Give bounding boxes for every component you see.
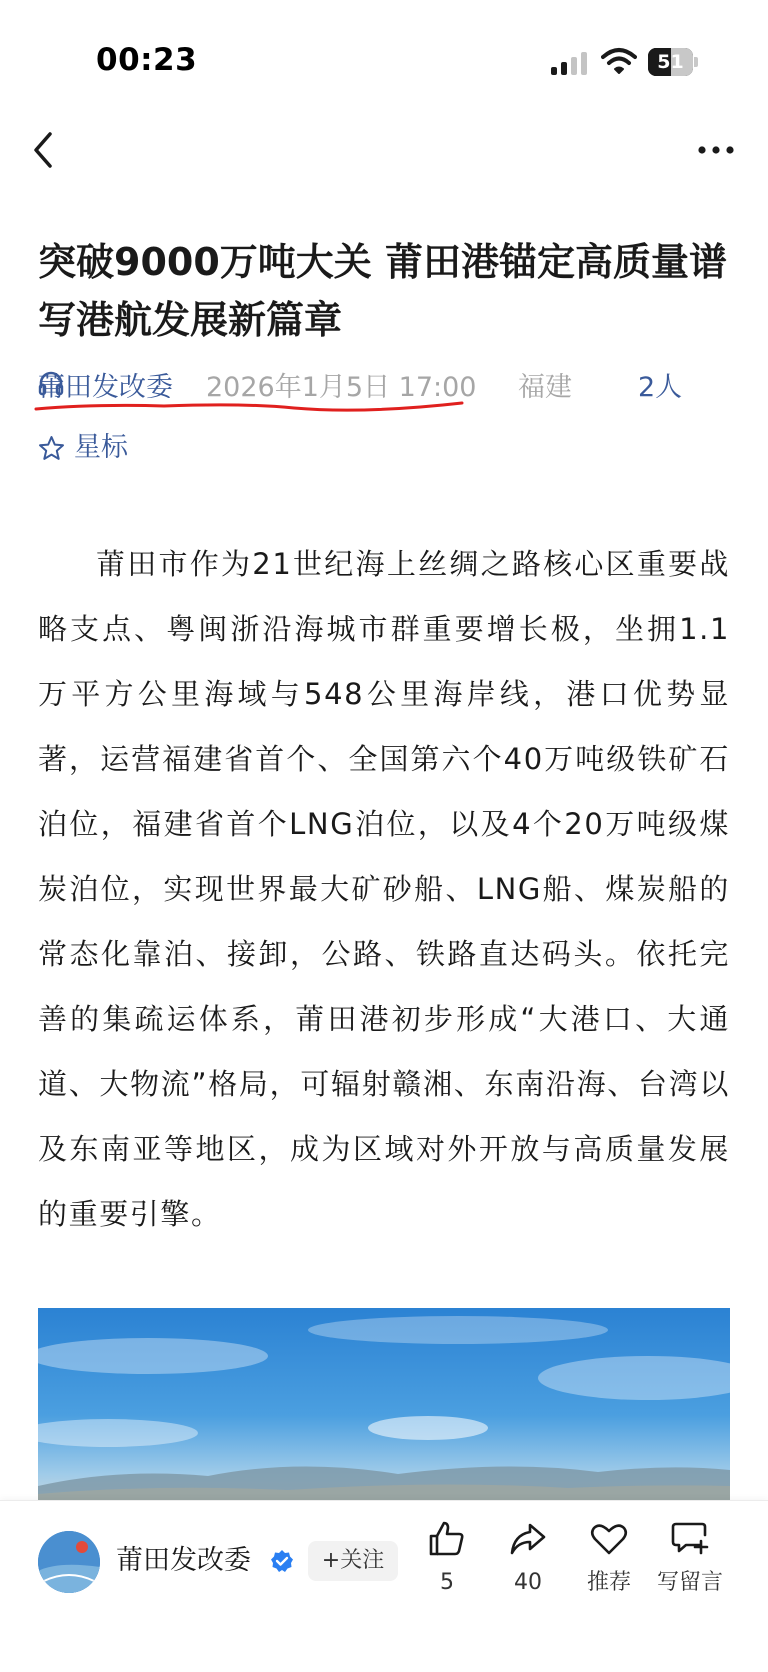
comment-button[interactable]	[650, 1519, 730, 1629]
like-count: 5	[440, 1570, 454, 1595]
bottom-action-bar	[0, 1500, 768, 1672]
like-button[interactable]	[407, 1519, 487, 1629]
source-link[interactable]: 莆田发改委	[38, 372, 173, 403]
verified-badge-icon	[270, 1549, 294, 1573]
article-title: 突破9000万吨大关 莆田港锚定高质量谱写港航发展新篇章	[38, 240, 727, 342]
red-underline-annotation	[34, 395, 464, 419]
recommend-button[interactable]	[569, 1519, 649, 1629]
share-icon	[508, 1519, 548, 1559]
status-bar	[0, 0, 768, 125]
listener-count[interactable]: 2人	[638, 372, 683, 403]
chevron-left-icon[interactable]	[28, 128, 58, 172]
share-count: 40	[514, 1570, 542, 1595]
article-body: 莆田市作为21世纪海上丝绸之路核心区重要战略支点、粤闽浙沿海城市群重要增长极，坐拥1.1万平方公里海域与548公里海岸线，港口优势显著，运营福建省首个、全国第六个40万吨级铁矿石泊位，福建省首个LNG泊位，以及4个20万吨级煤炭泊位，实现世界最大矿砂船、LNG船、煤炭船的常态化靠泊、接卸，公路、铁路直达码头。依托完善的集疏运体系，莆田港初步形成“大港口、大通道、大物流”格局，可辐射赣湘、东南沿海、台湾以及东南亚等地区，成为区域对外开放与高质量发展的重要引擎。	[38, 547, 730, 1231]
publish-location: 福建	[518, 372, 572, 403]
status-time: 00:23	[96, 42, 198, 78]
article-image[interactable]	[38, 1308, 730, 1503]
signal-icon	[550, 51, 590, 77]
heart-icon	[589, 1519, 629, 1559]
follow-button[interactable]: +关注	[308, 1541, 398, 1581]
star-label: 星标	[74, 432, 128, 463]
thumbs-up-icon	[427, 1519, 467, 1559]
share-button[interactable]	[488, 1519, 568, 1629]
battery-icon	[648, 48, 698, 76]
sky-port-photo	[38, 1308, 730, 1503]
wifi-icon	[601, 47, 637, 75]
avatar[interactable]	[38, 1531, 100, 1593]
star-icon	[38, 435, 65, 462]
account-name[interactable]: 莆田发改委	[116, 1545, 251, 1576]
comment-add-icon	[670, 1519, 710, 1559]
comment-label: 写留言	[656, 1570, 723, 1595]
battery-level: 51	[657, 51, 684, 73]
more-dots-icon[interactable]	[694, 138, 738, 162]
recommend-label: 推荐	[586, 1570, 631, 1595]
publish-date: 2026年1月5日 17:00	[206, 372, 477, 403]
